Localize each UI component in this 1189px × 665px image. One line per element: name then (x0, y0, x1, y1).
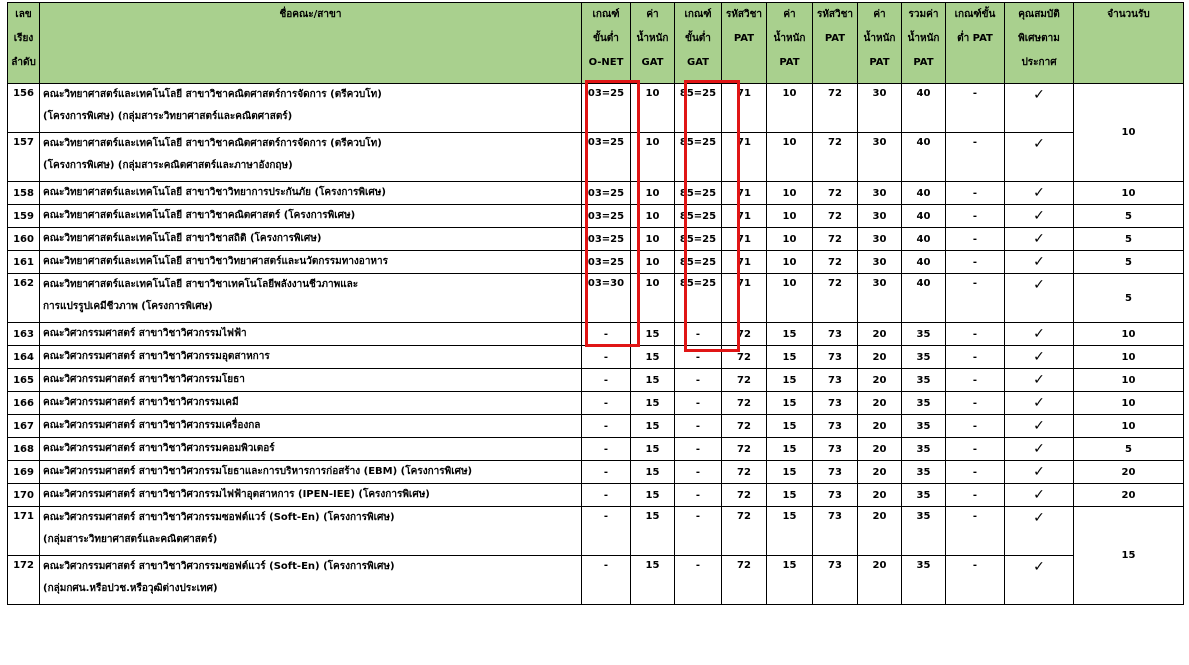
quota-cell: 10 (1074, 323, 1184, 346)
row-number-cell: 157 (8, 133, 40, 182)
admission-table (7, 2, 1184, 605)
total-weight-cell: 40 (902, 133, 946, 182)
pat-code-2-cell: 73 (813, 507, 858, 556)
total-weight-cell: 35 (902, 346, 946, 369)
gat-min-cell: - (675, 415, 722, 438)
header-gat-weight: ค่า น้ำหนัก GAT (631, 3, 675, 84)
table-row (8, 205, 1184, 228)
header-quota: จำนวนรับ (1074, 3, 1184, 84)
quota-cell: 20 (1074, 484, 1184, 507)
faculty-major-cell (40, 84, 582, 133)
gat-min-cell: - (675, 369, 722, 392)
pat-weight-2-cell: 30 (858, 205, 902, 228)
total-weight-cell: 40 (902, 228, 946, 251)
pat-code-2-cell: 72 (813, 182, 858, 205)
quota-cell: 5 (1074, 438, 1184, 461)
header-no: เลข เรียง ลำดับ (8, 3, 40, 84)
quota-cell: 20 (1074, 461, 1184, 484)
pat-weight-1-cell: 10 (767, 251, 813, 274)
pat-weight-2-cell: 30 (858, 182, 902, 205)
faculty-major-cell (40, 415, 582, 438)
pat-code-2-cell: 73 (813, 484, 858, 507)
pat-weight-1-cell: 15 (767, 556, 813, 605)
total-weight-cell: 40 (902, 274, 946, 323)
admission-table-sheet (7, 2, 1183, 605)
gat-min-cell: - (675, 461, 722, 484)
gat-min-cell: - (675, 556, 722, 605)
pat-code-2-cell: 72 (813, 84, 858, 133)
quota-cell: 5 (1074, 228, 1184, 251)
pat-weight-1-cell: 10 (767, 133, 813, 182)
pat-code-1-cell: 71 (722, 251, 767, 274)
pat-code-2-cell: 73 (813, 415, 858, 438)
pat-code-2-cell: 72 (813, 274, 858, 323)
pat-weight-2-cell: 20 (858, 461, 902, 484)
pat-code-2-cell: 73 (813, 461, 858, 484)
onet-min-cell: - (582, 556, 631, 605)
qualification-cell (1005, 415, 1074, 438)
pat-min-cell: - (946, 556, 1005, 605)
qualification-cell (1005, 251, 1074, 274)
check-mark-icon: ✓ (1033, 185, 1045, 201)
pat-weight-2-cell: 20 (858, 346, 902, 369)
faculty-major-cell (40, 507, 582, 556)
faculty-major-cell (40, 205, 582, 228)
faculty-major-cell (40, 228, 582, 251)
check-mark-icon: ✓ (1033, 349, 1045, 365)
onet-min-cell: - (582, 484, 631, 507)
gat-min-cell: 85=25 (675, 182, 722, 205)
faculty-major-cell (40, 461, 582, 484)
pat-code-1-cell: 72 (722, 461, 767, 484)
row-number-cell: 165 (8, 369, 40, 392)
qualification-cell (1005, 392, 1074, 415)
qualification-cell (1005, 346, 1074, 369)
gat-min-cell: 85=25 (675, 205, 722, 228)
onet-min-cell: 03=25 (582, 251, 631, 274)
pat-weight-2-cell: 20 (858, 392, 902, 415)
pat-weight-1-cell: 15 (767, 415, 813, 438)
pat-code-2-cell: 73 (813, 556, 858, 605)
pat-min-cell: - (946, 133, 1005, 182)
onet-min-cell: - (582, 461, 631, 484)
faculty-major-cell (40, 392, 582, 415)
header-total-weight: รวมค่า น้ำหนัก PAT (902, 3, 946, 84)
total-weight-cell: 40 (902, 205, 946, 228)
faculty-major-line: คณะวิทยาศาสตร์และเทคโนโลยี สาขาวิชาเทคโนโลยีพลังงานชีวภาพและ (43, 279, 359, 290)
gat-min-cell: 85=25 (675, 228, 722, 251)
table-row (8, 415, 1184, 438)
pat-code-1-cell: 71 (722, 228, 767, 251)
faculty-major-line: (โครงการพิเศษ) (กลุ่มสาระคณิตศาสตร์และภาษาอังกฤษ) (43, 160, 293, 171)
total-weight-cell: 35 (902, 507, 946, 556)
qualification-cell (1005, 84, 1074, 133)
row-number-cell: 166 (8, 392, 40, 415)
faculty-major-line: คณะวิทยาศาสตร์และเทคโนโลยี สาขาวิชาคณิตศาสตร์การจัดการ (ตรีควบโท) (43, 89, 382, 100)
gat-weight-cell: 10 (631, 133, 675, 182)
table-row (8, 274, 1184, 323)
gat-weight-cell: 15 (631, 369, 675, 392)
check-mark-icon: ✓ (1033, 395, 1045, 411)
row-number-cell: 163 (8, 323, 40, 346)
onet-min-cell: 03=30 (582, 274, 631, 323)
gat-min-cell: 85=25 (675, 251, 722, 274)
pat-min-cell: - (946, 438, 1005, 461)
table-row (8, 369, 1184, 392)
faculty-major-line: คณะวิศวกรรมศาสตร์ สาขาวิชาวิศวกรรมเคมี (43, 397, 239, 408)
qualification-cell (1005, 182, 1074, 205)
pat-weight-1-cell: 15 (767, 438, 813, 461)
faculty-major-line: คณะวิศวกรรมศาสตร์ สาขาวิชาวิศวกรรมเครื่องกล (43, 420, 261, 431)
pat-min-cell: - (946, 484, 1005, 507)
pat-code-1-cell: 72 (722, 556, 767, 605)
check-mark-icon: ✓ (1033, 487, 1045, 503)
pat-weight-1-cell: 10 (767, 182, 813, 205)
onet-min-cell: 03=25 (582, 205, 631, 228)
pat-code-1-cell: 72 (722, 415, 767, 438)
gat-min-cell: 85=25 (675, 133, 722, 182)
faculty-major-cell (40, 323, 582, 346)
check-mark-icon: ✓ (1033, 559, 1045, 575)
faculty-major-cell (40, 556, 582, 605)
pat-code-1-cell: 71 (722, 205, 767, 228)
check-mark-icon: ✓ (1033, 136, 1045, 152)
row-number-cell: 156 (8, 84, 40, 133)
total-weight-cell: 35 (902, 415, 946, 438)
header-gat-min: เกณฑ์ ขั้นต่ำ GAT (675, 3, 722, 84)
pat-code-1-cell: 72 (722, 438, 767, 461)
faculty-major-line: (โครงการพิเศษ) (กลุ่มสาระวิทยาศาสตร์และคณิตศาสตร์) (43, 111, 293, 122)
total-weight-cell: 35 (902, 556, 946, 605)
faculty-major-line: คณะวิศวกรรมศาสตร์ สาขาวิชาวิศวกรรมซอฟต์แวร์ (Soft-En) (โครงการพิเศษ) (43, 512, 395, 523)
pat-weight-1-cell: 10 (767, 274, 813, 323)
gat-weight-cell: 15 (631, 392, 675, 415)
faculty-major-line: (กลุ่มกศน.หรือปวช.หรือวุฒิต่างประเทศ) (43, 583, 218, 594)
pat-code-1-cell: 72 (722, 392, 767, 415)
check-mark-icon: ✓ (1033, 277, 1045, 293)
row-number-cell: 161 (8, 251, 40, 274)
pat-weight-2-cell: 30 (858, 251, 902, 274)
table-row (8, 251, 1184, 274)
gat-weight-cell: 15 (631, 461, 675, 484)
total-weight-cell: 35 (902, 369, 946, 392)
quota-cell: 10 (1074, 369, 1184, 392)
pat-code-1-cell: 71 (722, 84, 767, 133)
pat-code-1-cell: 72 (722, 507, 767, 556)
row-number-cell: 172 (8, 556, 40, 605)
qualification-cell (1005, 274, 1074, 323)
pat-min-cell: - (946, 507, 1005, 556)
qualification-cell (1005, 507, 1074, 556)
total-weight-cell: 35 (902, 461, 946, 484)
faculty-major-cell (40, 438, 582, 461)
pat-min-cell: - (946, 415, 1005, 438)
pat-min-cell: - (946, 346, 1005, 369)
pat-weight-1-cell: 15 (767, 392, 813, 415)
pat-code-1-cell: 71 (722, 182, 767, 205)
total-weight-cell: 35 (902, 438, 946, 461)
pat-code-1-cell: 72 (722, 346, 767, 369)
gat-min-cell: 85=25 (675, 84, 722, 133)
total-weight-cell: 40 (902, 84, 946, 133)
gat-weight-cell: 10 (631, 274, 675, 323)
faculty-major-cell (40, 369, 582, 392)
pat-code-2-cell: 73 (813, 369, 858, 392)
qualification-cell (1005, 438, 1074, 461)
pat-code-2-cell: 72 (813, 205, 858, 228)
row-number-cell: 159 (8, 205, 40, 228)
gat-min-cell: - (675, 484, 722, 507)
pat-code-1-cell: 72 (722, 323, 767, 346)
qualification-cell (1005, 323, 1074, 346)
onet-min-cell: 03=25 (582, 228, 631, 251)
gat-min-cell: 85=25 (675, 274, 722, 323)
row-number-cell: 170 (8, 484, 40, 507)
row-number-cell: 162 (8, 274, 40, 323)
pat-weight-1-cell: 15 (767, 323, 813, 346)
header-faculty-major: ชื่อคณะ/สาขา (40, 3, 582, 84)
qualification-cell (1005, 461, 1074, 484)
table-row (8, 182, 1184, 205)
check-mark-icon: ✓ (1033, 441, 1045, 457)
faculty-major-cell (40, 274, 582, 323)
pat-code-2-cell: 73 (813, 392, 858, 415)
pat-min-cell: - (946, 392, 1005, 415)
qualification-cell (1005, 369, 1074, 392)
faculty-major-line: คณะวิศวกรรมศาสตร์ สาขาวิชาวิศวกรรมอุตสาหการ (43, 351, 270, 362)
pat-code-2-cell: 73 (813, 323, 858, 346)
table-row (8, 556, 1184, 605)
header-pat-code-2: รหัสวิชา PAT (813, 3, 858, 84)
pat-weight-1-cell: 15 (767, 507, 813, 556)
table-row (8, 507, 1184, 556)
check-mark-icon: ✓ (1033, 418, 1045, 434)
total-weight-cell: 40 (902, 251, 946, 274)
faculty-major-line: คณะวิศวกรรมศาสตร์ สาขาวิชาวิศวกรรมคอมพิวเตอร์ (43, 443, 275, 454)
faculty-major-cell (40, 133, 582, 182)
faculty-major-line: คณะวิศวกรรมศาสตร์ สาขาวิชาวิศวกรรมโยธา (43, 374, 245, 385)
pat-code-2-cell: 72 (813, 133, 858, 182)
faculty-major-cell (40, 251, 582, 274)
table-row (8, 392, 1184, 415)
onet-min-cell: - (582, 507, 631, 556)
header-onet-min: เกณฑ์ ขั้นต่ำ O-NET (582, 3, 631, 84)
pat-weight-2-cell: 20 (858, 438, 902, 461)
pat-weight-1-cell: 10 (767, 205, 813, 228)
pat-min-cell: - (946, 461, 1005, 484)
onet-min-cell: - (582, 392, 631, 415)
pat-weight-2-cell: 20 (858, 556, 902, 605)
quota-cell: 5 (1074, 251, 1184, 274)
quota-cell: 5 (1074, 274, 1184, 323)
pat-code-2-cell: 72 (813, 228, 858, 251)
quota-cell-merged: 10 (1074, 84, 1184, 182)
pat-weight-1-cell: 15 (767, 369, 813, 392)
row-number-cell: 168 (8, 438, 40, 461)
check-mark-icon: ✓ (1033, 208, 1045, 224)
faculty-major-cell (40, 182, 582, 205)
header-pat-min: เกณฑ์ขั้น ต่ำ PAT (946, 3, 1005, 84)
qualification-cell (1005, 205, 1074, 228)
gat-weight-cell: 15 (631, 484, 675, 507)
pat-code-1-cell: 72 (722, 484, 767, 507)
faculty-major-line: การแปรรูปเคมีชีวภาพ (โครงการพิเศษ) (43, 301, 213, 312)
gat-min-cell: - (675, 392, 722, 415)
gat-weight-cell: 15 (631, 438, 675, 461)
qualification-cell (1005, 228, 1074, 251)
gat-min-cell: - (675, 507, 722, 556)
gat-min-cell: - (675, 323, 722, 346)
pat-weight-1-cell: 10 (767, 228, 813, 251)
row-number-cell: 171 (8, 507, 40, 556)
pat-min-cell: - (946, 205, 1005, 228)
gat-weight-cell: 10 (631, 84, 675, 133)
pat-weight-2-cell: 30 (858, 228, 902, 251)
check-mark-icon: ✓ (1033, 372, 1045, 388)
quota-cell: 10 (1074, 346, 1184, 369)
gat-weight-cell: 15 (631, 323, 675, 346)
pat-min-cell: - (946, 323, 1005, 346)
quota-cell-merged: 15 (1074, 507, 1184, 605)
table-row (8, 323, 1184, 346)
pat-min-cell: - (946, 182, 1005, 205)
onet-min-cell: - (582, 438, 631, 461)
faculty-major-line: คณะวิทยาศาสตร์และเทคโนโลยี สาขาวิชาคณิตศาสตร์การจัดการ (ตรีควบโท) (43, 138, 382, 149)
faculty-major-line: คณะวิทยาศาสตร์และเทคโนโลยี สาขาวิชาคณิตศาสตร์ (โครงการพิเศษ) (43, 210, 356, 221)
faculty-major-cell (40, 346, 582, 369)
header-pat-weight-1: ค่า น้ำหนัก PAT (767, 3, 813, 84)
check-mark-icon: ✓ (1033, 87, 1045, 103)
pat-code-2-cell: 73 (813, 346, 858, 369)
total-weight-cell: 35 (902, 323, 946, 346)
pat-weight-2-cell: 20 (858, 415, 902, 438)
onet-min-cell: - (582, 346, 631, 369)
pat-min-cell: - (946, 228, 1005, 251)
onet-min-cell: - (582, 323, 631, 346)
gat-weight-cell: 15 (631, 346, 675, 369)
gat-weight-cell: 10 (631, 251, 675, 274)
faculty-major-line: คณะวิทยาศาสตร์และเทคโนโลยี สาขาวิชาวิทยาศาสตร์และนวัตกรรมทางอาหาร (43, 256, 389, 267)
table-row (8, 133, 1184, 182)
check-mark-icon: ✓ (1033, 464, 1045, 480)
gat-weight-cell: 15 (631, 415, 675, 438)
gat-min-cell: - (675, 438, 722, 461)
pat-weight-2-cell: 20 (858, 484, 902, 507)
table-row (8, 438, 1184, 461)
quota-cell: 10 (1074, 182, 1184, 205)
table-row (8, 484, 1184, 507)
onet-min-cell: 03=25 (582, 182, 631, 205)
table-row (8, 84, 1184, 133)
table-row (8, 228, 1184, 251)
pat-code-1-cell: 71 (722, 274, 767, 323)
pat-weight-2-cell: 20 (858, 323, 902, 346)
row-number-cell: 164 (8, 346, 40, 369)
check-mark-icon: ✓ (1033, 326, 1045, 342)
total-weight-cell: 35 (902, 484, 946, 507)
header-qualification: คุณสมบัติ พิเศษตาม ประกาศ (1005, 3, 1074, 84)
gat-min-cell: - (675, 346, 722, 369)
gat-weight-cell: 15 (631, 556, 675, 605)
total-weight-cell: 35 (902, 392, 946, 415)
faculty-major-line: คณะวิทยาศาสตร์และเทคโนโลยี สาขาวิชาวิทยาการประกันภัย (โครงการพิเศษ) (43, 187, 386, 198)
check-mark-icon: ✓ (1033, 231, 1045, 247)
quota-cell: 10 (1074, 392, 1184, 415)
pat-min-cell: - (946, 274, 1005, 323)
pat-min-cell: - (946, 84, 1005, 133)
faculty-major-line: (กลุ่มสาระวิทยาศาสตร์และคณิตศาสตร์) (43, 534, 218, 545)
gat-weight-cell: 10 (631, 228, 675, 251)
total-weight-cell: 40 (902, 182, 946, 205)
row-number-cell: 160 (8, 228, 40, 251)
pat-weight-2-cell: 20 (858, 369, 902, 392)
table-row (8, 461, 1184, 484)
table-row (8, 346, 1184, 369)
pat-code-1-cell: 72 (722, 369, 767, 392)
faculty-major-cell (40, 484, 582, 507)
row-number-cell: 169 (8, 461, 40, 484)
pat-weight-1-cell: 15 (767, 346, 813, 369)
pat-weight-2-cell: 30 (858, 84, 902, 133)
quota-cell: 10 (1074, 415, 1184, 438)
faculty-major-line: คณะวิศวกรรมศาสตร์ สาขาวิชาวิศวกรรมไฟฟ้าอุตสาหการ (IPEN-IEE) (โครงการพิเศษ) (43, 489, 430, 500)
pat-min-cell: - (946, 251, 1005, 274)
onet-min-cell: - (582, 369, 631, 392)
pat-code-2-cell: 73 (813, 438, 858, 461)
qualification-cell (1005, 484, 1074, 507)
faculty-major-line: คณะวิศวกรรมศาสตร์ สาขาวิชาวิศวกรรมซอฟต์แวร์ (Soft-En) (โครงการพิเศษ) (43, 561, 395, 572)
qualification-cell (1005, 556, 1074, 605)
qualification-cell (1005, 133, 1074, 182)
pat-weight-2-cell: 30 (858, 274, 902, 323)
row-number-cell: 167 (8, 415, 40, 438)
faculty-major-line: คณะวิศวกรรมศาสตร์ สาขาวิชาวิศวกรรมไฟฟ้า (43, 328, 247, 339)
pat-weight-1-cell: 15 (767, 461, 813, 484)
faculty-major-line: คณะวิทยาศาสตร์และเทคโนโลยี สาขาวิชาสถิติ (โครงการพิเศษ) (43, 233, 322, 244)
check-mark-icon: ✓ (1033, 510, 1045, 526)
check-mark-icon: ✓ (1033, 254, 1045, 270)
pat-weight-2-cell: 20 (858, 507, 902, 556)
row-number-cell: 158 (8, 182, 40, 205)
header-pat-code-1: รหัสวิชา PAT (722, 3, 767, 84)
onet-min-cell: - (582, 415, 631, 438)
gat-weight-cell: 10 (631, 182, 675, 205)
onet-min-cell: 03=25 (582, 84, 631, 133)
gat-weight-cell: 10 (631, 205, 675, 228)
table-body (8, 84, 1184, 605)
faculty-major-line: คณะวิศวกรรมศาสตร์ สาขาวิชาวิศวกรรมโยธาและการบริหารการก่อสร้าง (EBM) (โครงการพิเศษ) (43, 466, 473, 477)
pat-weight-1-cell: 15 (767, 484, 813, 507)
onet-min-cell: 03=25 (582, 133, 631, 182)
gat-weight-cell: 15 (631, 507, 675, 556)
pat-code-1-cell: 71 (722, 133, 767, 182)
header-pat-weight-2: ค่า น้ำหนัก PAT (858, 3, 902, 84)
pat-min-cell: - (946, 369, 1005, 392)
pat-code-2-cell: 72 (813, 251, 858, 274)
pat-weight-1-cell: 10 (767, 84, 813, 133)
pat-weight-2-cell: 30 (858, 133, 902, 182)
quota-cell: 5 (1074, 205, 1184, 228)
